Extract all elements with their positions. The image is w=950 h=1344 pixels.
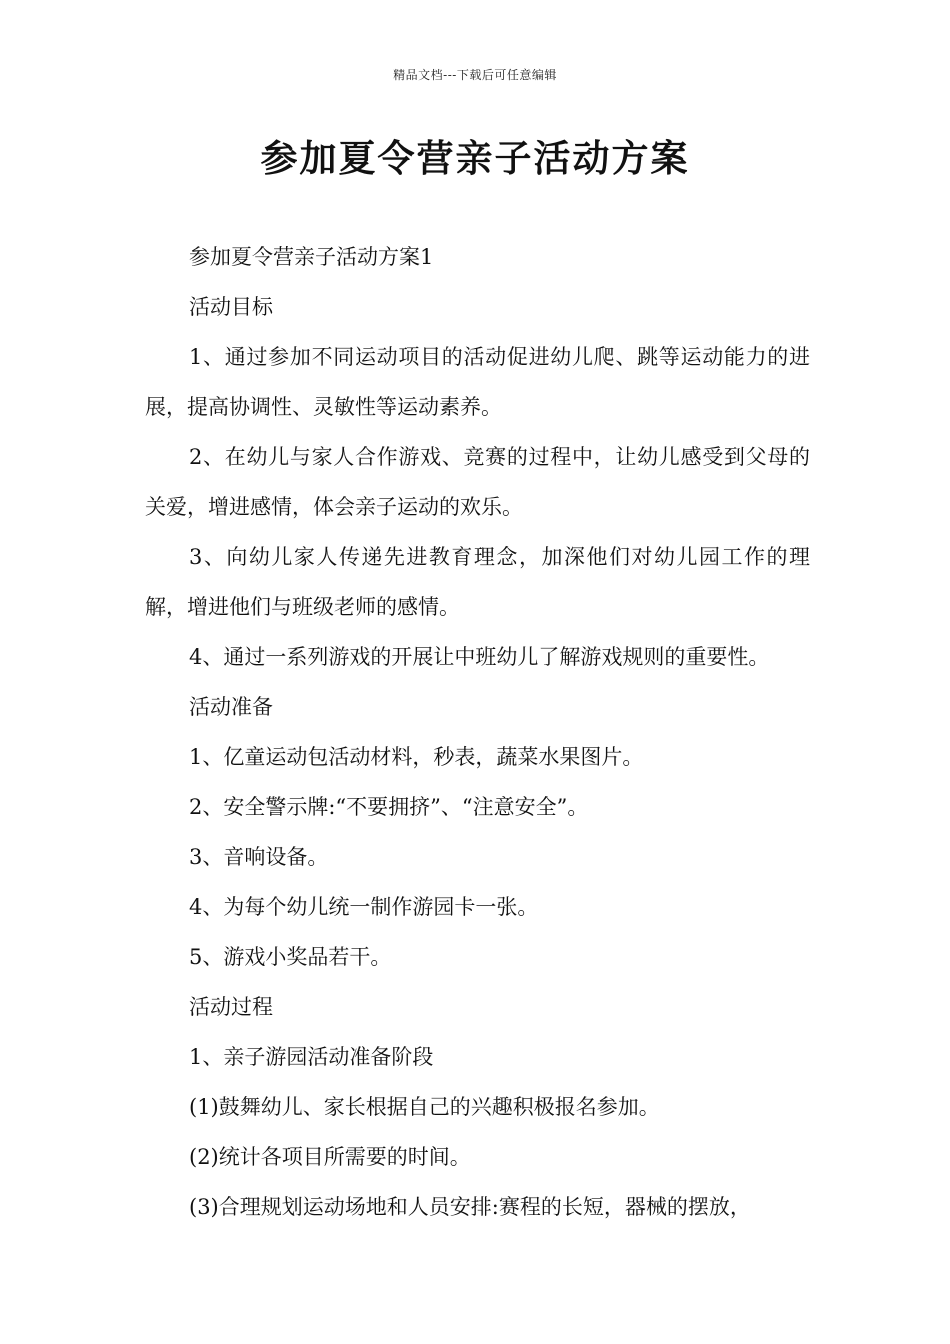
paragraph-subtitle: 参加夏令营亲子活动方案1 <box>189 245 434 269</box>
paragraph: 3、向幼儿家人传递先进教育理念，加深他们对幼儿园工作的理解，增进他们与班级老师的感情。 <box>145 545 810 619</box>
paragraph: 1、亲子游园活动准备阶段 <box>189 1045 434 1069</box>
paragraph: (1)鼓舞幼儿、家长根据自己的兴趣积极报名参加。 <box>189 1095 660 1119</box>
paragraph: 3、音响设备。 <box>189 845 329 869</box>
paragraph: (3)合理规划运动场地和人员安排:赛程的长短，器械的摆放， <box>189 1195 751 1219</box>
paragraph: 5、游戏小奖品若干。 <box>189 945 392 969</box>
heading-activity-goals: 活动目标 <box>189 295 273 319</box>
paragraph: 1、亿童运动包活动材料，秒表，蔬菜水果图片。 <box>189 745 644 769</box>
paragraph: 4、为每个幼儿统一制作游园卡一张。 <box>189 895 539 919</box>
paragraph: 1、通过参加不同运动项目的活动促进幼儿爬、跳等运动能力的进展，提高协调性、灵敏性等运动素养。 <box>145 345 810 419</box>
heading-activity-process: 活动过程 <box>189 995 273 1019</box>
paragraph: (2)统计各项目所需要的时间。 <box>189 1145 471 1169</box>
paragraph: 4、通过一系列游戏的开展让中班幼儿了解游戏规则的重要性。 <box>189 645 770 669</box>
paragraph: 2、安全警示牌:“不要拥挤”、“注意安全”。 <box>189 795 589 819</box>
paragraph: 2、在幼儿与家人合作游戏、竞赛的过程中，让幼儿感受到父母的关爱，增进感情，体会亲子运动的欢乐。 <box>145 445 810 519</box>
header-note: 精品文档---下载后可任意编辑 <box>393 68 557 82</box>
heading-activity-preparation: 活动准备 <box>189 695 273 719</box>
document-body <box>145 232 810 1232</box>
document-title: 参加夏令营亲子活动方案 <box>260 137 690 180</box>
